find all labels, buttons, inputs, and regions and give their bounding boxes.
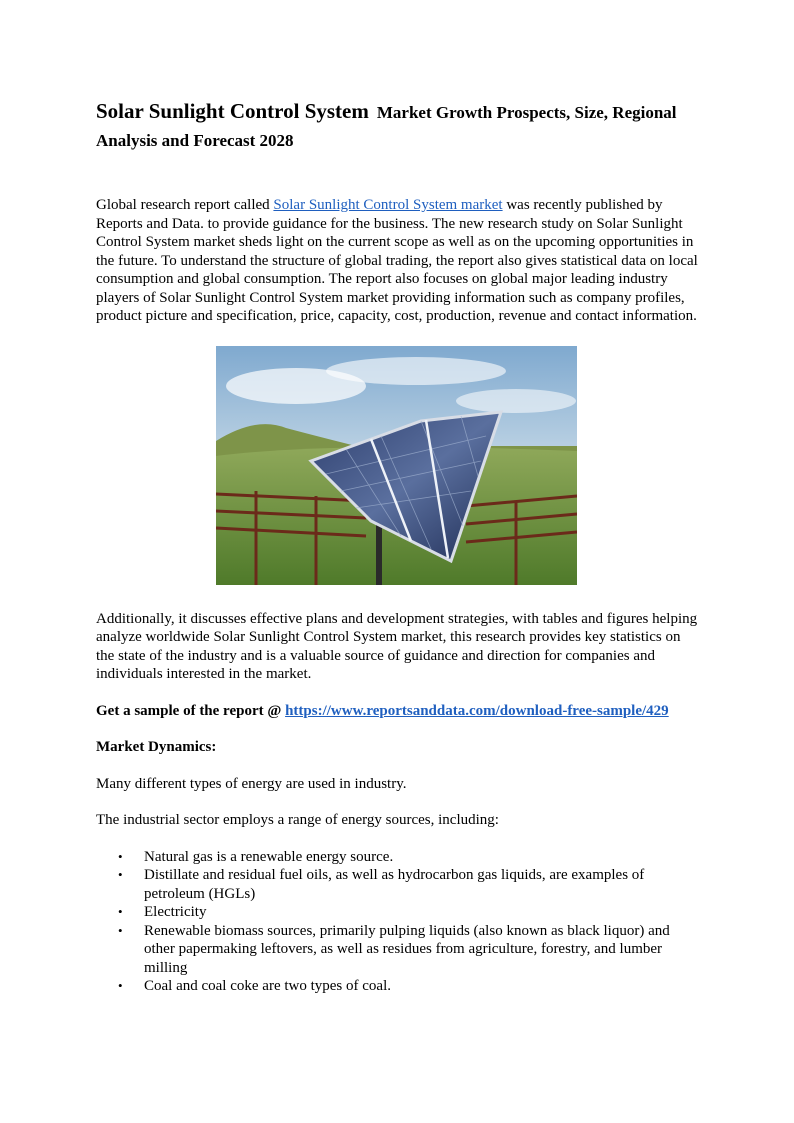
list-item-text: Renewable biomass sources, primarily pulping liquids (also known as black liquor) and other papermaking leftovers, as well as residues from agriculture, forestry, and lumber milling	[144, 922, 670, 976]
list-item	[96, 922, 700, 978]
bullet-icon: •	[118, 867, 123, 882]
energy-sources-list	[96, 848, 700, 996]
strategy-paragraph: Additionally, it discusses effective plans and development strategies, with tables and figures helping analyze worldwide Solar Sunlight Control System market, this research provides key statistics on the state of the industry and is a valuable source of guidance and direction for companies and individuals interested in the market.	[96, 610, 698, 682]
title-rest: Market Growth Prospects, Size, Regional Analysis and Forecast 2028	[96, 103, 677, 150]
market-dynamics-heading: Market Dynamics:	[96, 739, 217, 755]
sample-request	[96, 702, 700, 721]
bullet-icon: •	[118, 922, 123, 938]
list-item	[96, 848, 700, 867]
intro-paragraph	[96, 196, 700, 326]
bullet-icon: •	[118, 978, 123, 993]
solar-panel-illustration	[216, 346, 577, 585]
list-item-text: Distillate and residual fuel oils, as well as hydrocarbon gas liquids, are examples of petroleum (HGLs)	[144, 867, 645, 902]
bullet-icon: •	[118, 848, 123, 864]
list-item	[96, 903, 700, 922]
list-item-text: Coal and coal coke are two types of coal.	[144, 978, 391, 994]
energy-intro: Many different types of energy are used in industry.	[96, 775, 407, 792]
list-item-text: Natural gas is a renewable energy source.	[144, 848, 394, 865]
report-title	[96, 96, 700, 152]
intro-lead: Global research report called	[96, 197, 274, 213]
bullet-icon: •	[118, 904, 123, 919]
market-report-link[interactable]: Solar Sunlight Control System market	[273, 197, 503, 213]
list-item-text: Electricity	[144, 904, 207, 920]
title-main: Solar Sunlight Control System	[96, 99, 369, 123]
intro-body: was recently published by Reports and Data. to provide guidance for the business. The new research study on Solar Sunlight Control System market sheds light on the current scope as well as on the upcoming opportunities in the future. To understand the structure of global trading, the report also gives statistical data on local consumption and global consumption. The report also focuses on global major leading industry players of Solar Sunlight Control System market providing information such as company profiles, product picture and specification, price, capacity, cost, production, revenue and contact information.	[96, 197, 698, 324]
solar-panel-image	[216, 346, 577, 585]
sample-link[interactable]: https://www.reportsanddata.com/download-free-sample/429	[285, 702, 669, 719]
list-item	[96, 866, 700, 903]
document-page	[96, 96, 700, 996]
energy-sources-intro: The industrial sector employs a range of energy sources, including:	[96, 812, 499, 828]
list-item	[96, 977, 700, 996]
sample-label: Get a sample of the report @	[96, 702, 286, 719]
